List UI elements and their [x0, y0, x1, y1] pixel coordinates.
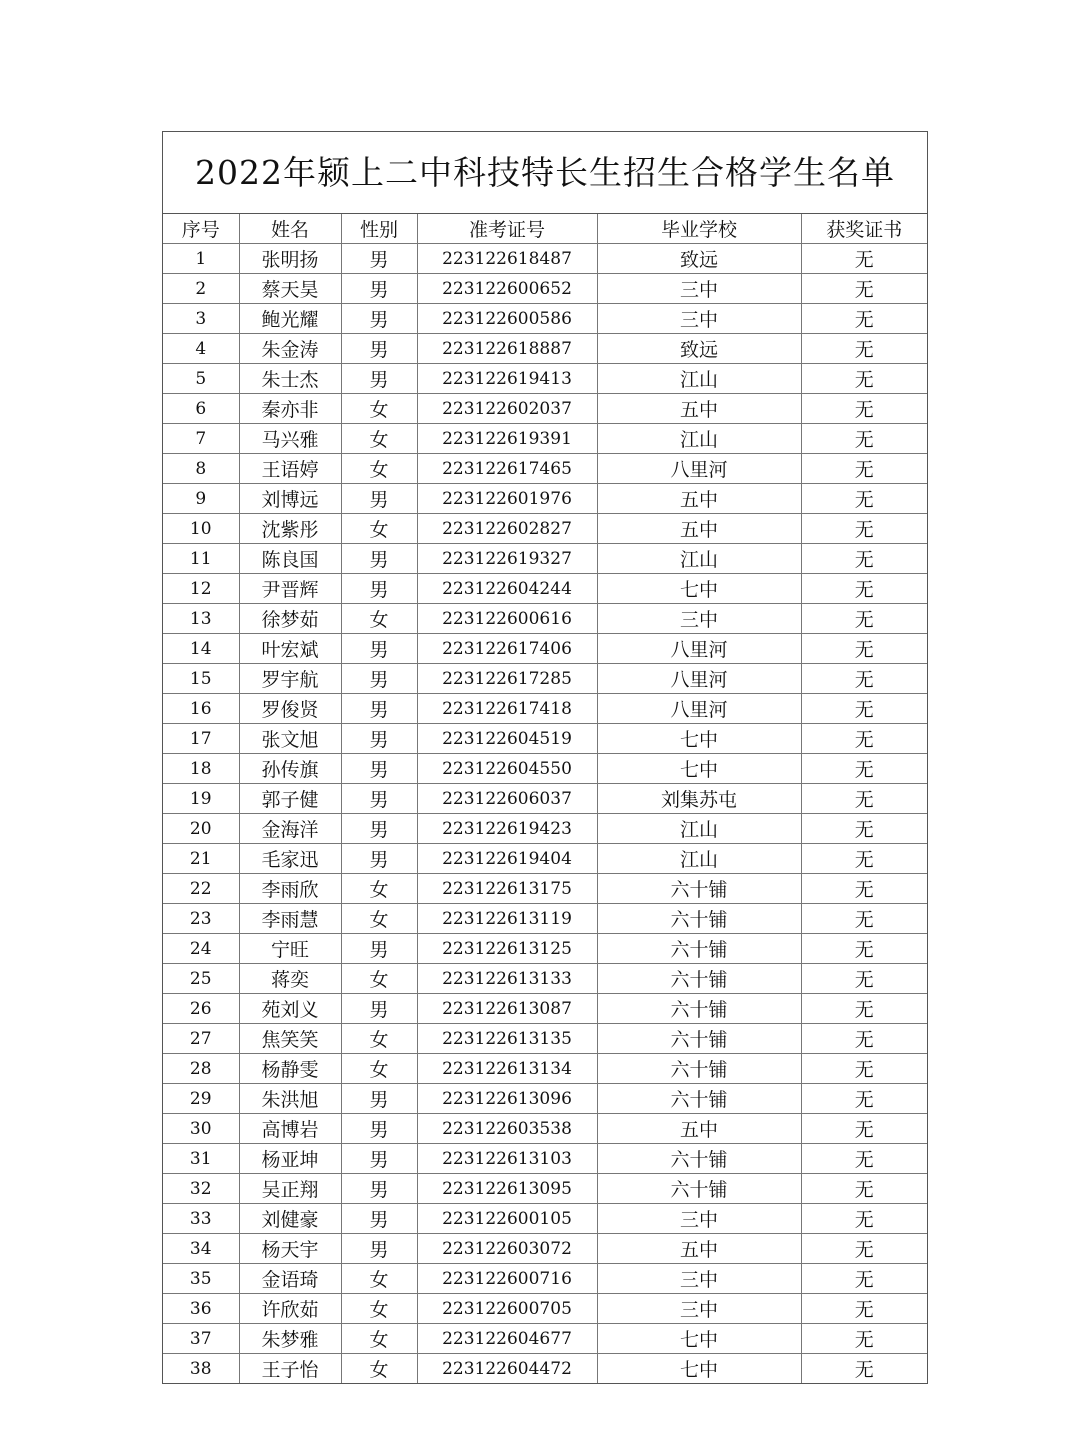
- cell-exam-number: 223122606037: [417, 784, 597, 814]
- cell-gender: 男: [341, 544, 417, 574]
- cell-name: 李雨慧: [239, 904, 341, 934]
- cell-graduation-school: 三中: [597, 1204, 801, 1234]
- cell-name: 朱士杰: [239, 364, 341, 394]
- table-row: [163, 1204, 927, 1234]
- cell-index: 4: [163, 334, 239, 364]
- cell-index: 28: [163, 1054, 239, 1084]
- cell-name: 沈紫彤: [239, 514, 341, 544]
- cell-award-certificate: 无: [801, 244, 927, 274]
- table-row: [163, 1024, 927, 1054]
- cell-award-certificate: 无: [801, 484, 927, 514]
- cell-exam-number: 223122603072: [417, 1234, 597, 1264]
- cell-gender: 男: [341, 1234, 417, 1264]
- cell-name: 焦笑笑: [239, 1024, 341, 1054]
- header-name: 姓名: [239, 214, 341, 244]
- cell-index: 8: [163, 454, 239, 484]
- cell-index: 37: [163, 1324, 239, 1354]
- cell-exam-number: 223122601976: [417, 484, 597, 514]
- cell-graduation-school: 六十铺: [597, 1054, 801, 1084]
- cell-exam-number: 223122604550: [417, 754, 597, 784]
- cell-exam-number: 223122600705: [417, 1294, 597, 1324]
- cell-name: 张文旭: [239, 724, 341, 754]
- cell-award-certificate: 无: [801, 1024, 927, 1054]
- student-list-sheet: [162, 131, 928, 1384]
- cell-graduation-school: 七中: [597, 1354, 801, 1384]
- cell-name: 张明扬: [239, 244, 341, 274]
- header-award-certificate: 获奖证书: [801, 214, 927, 244]
- table-row: [163, 274, 927, 304]
- cell-graduation-school: 江山: [597, 364, 801, 394]
- cell-exam-number: 223122602827: [417, 514, 597, 544]
- cell-award-certificate: 无: [801, 1294, 927, 1324]
- cell-name: 朱洪旭: [239, 1084, 341, 1114]
- cell-name: 吴正翔: [239, 1174, 341, 1204]
- cell-name: 朱金涛: [239, 334, 341, 364]
- cell-name: 宁旺: [239, 934, 341, 964]
- table-row: [163, 634, 927, 664]
- cell-award-certificate: 无: [801, 544, 927, 574]
- cell-award-certificate: 无: [801, 274, 927, 304]
- table-row: [163, 364, 927, 394]
- cell-name: 蒋奕: [239, 964, 341, 994]
- cell-gender: 女: [341, 904, 417, 934]
- cell-award-certificate: 无: [801, 634, 927, 664]
- cell-index: 25: [163, 964, 239, 994]
- cell-award-certificate: 无: [801, 604, 927, 634]
- cell-graduation-school: 三中: [597, 304, 801, 334]
- table-row: [163, 1144, 927, 1174]
- table-row: [163, 484, 927, 514]
- table-row: [163, 844, 927, 874]
- cell-award-certificate: 无: [801, 364, 927, 394]
- header-index: 序号: [163, 214, 239, 244]
- cell-name: 王子怡: [239, 1354, 341, 1384]
- cell-exam-number: 223122617406: [417, 634, 597, 664]
- cell-gender: 男: [341, 1144, 417, 1174]
- cell-index: 29: [163, 1084, 239, 1114]
- table-row: [163, 784, 927, 814]
- cell-award-certificate: 无: [801, 964, 927, 994]
- cell-graduation-school: 五中: [597, 484, 801, 514]
- cell-gender: 男: [341, 364, 417, 394]
- table-row: [163, 934, 927, 964]
- table-row: [163, 424, 927, 454]
- cell-index: 2: [163, 274, 239, 304]
- cell-graduation-school: 五中: [597, 1234, 801, 1264]
- table-row: [163, 694, 927, 724]
- cell-exam-number: 223122619423: [417, 814, 597, 844]
- cell-award-certificate: 无: [801, 1084, 927, 1114]
- cell-graduation-school: 六十铺: [597, 904, 801, 934]
- cell-award-certificate: 无: [801, 1234, 927, 1264]
- cell-graduation-school: 江山: [597, 814, 801, 844]
- cell-name: 金语琦: [239, 1264, 341, 1294]
- page-title: 2022年颍上二中科技特长生招生合格学生名单: [163, 132, 927, 214]
- cell-award-certificate: 无: [801, 1174, 927, 1204]
- cell-award-certificate: 无: [801, 844, 927, 874]
- header-gender: 性别: [341, 214, 417, 244]
- cell-graduation-school: 六十铺: [597, 964, 801, 994]
- cell-award-certificate: 无: [801, 424, 927, 454]
- table-row: [163, 904, 927, 934]
- cell-index: 10: [163, 514, 239, 544]
- cell-gender: 女: [341, 1294, 417, 1324]
- cell-name: 刘健豪: [239, 1204, 341, 1234]
- cell-name: 毛家迅: [239, 844, 341, 874]
- cell-index: 27: [163, 1024, 239, 1054]
- cell-index: 17: [163, 724, 239, 754]
- cell-exam-number: 223122613119: [417, 904, 597, 934]
- cell-award-certificate: 无: [801, 1144, 927, 1174]
- cell-name: 叶宏斌: [239, 634, 341, 664]
- cell-index: 26: [163, 994, 239, 1024]
- cell-name: 罗宇航: [239, 664, 341, 694]
- cell-graduation-school: 六十铺: [597, 994, 801, 1024]
- cell-index: 19: [163, 784, 239, 814]
- cell-award-certificate: 无: [801, 1054, 927, 1084]
- cell-exam-number: 223122613134: [417, 1054, 597, 1084]
- table-row: [163, 1234, 927, 1264]
- cell-graduation-school: 三中: [597, 604, 801, 634]
- cell-exam-number: 223122617285: [417, 664, 597, 694]
- cell-index: 5: [163, 364, 239, 394]
- cell-exam-number: 223122600716: [417, 1264, 597, 1294]
- table-row: [163, 304, 927, 334]
- cell-gender: 男: [341, 934, 417, 964]
- cell-exam-number: 223122613133: [417, 964, 597, 994]
- cell-name: 杨静雯: [239, 1054, 341, 1084]
- cell-graduation-school: 六十铺: [597, 934, 801, 964]
- cell-graduation-school: 致远: [597, 244, 801, 274]
- cell-exam-number: 223122613125: [417, 934, 597, 964]
- table-row: [163, 1294, 927, 1324]
- table-row: [163, 544, 927, 574]
- cell-award-certificate: 无: [801, 664, 927, 694]
- table-row: [163, 574, 927, 604]
- cell-gender: 女: [341, 874, 417, 904]
- cell-exam-number: 223122600616: [417, 604, 597, 634]
- cell-name: 杨亚坤: [239, 1144, 341, 1174]
- cell-gender: 男: [341, 844, 417, 874]
- cell-exam-number: 223122619413: [417, 364, 597, 394]
- cell-exam-number: 223122617465: [417, 454, 597, 484]
- cell-graduation-school: 江山: [597, 544, 801, 574]
- cell-index: 22: [163, 874, 239, 904]
- cell-gender: 男: [341, 994, 417, 1024]
- cell-award-certificate: 无: [801, 934, 927, 964]
- cell-gender: 女: [341, 1024, 417, 1054]
- cell-graduation-school: 五中: [597, 1114, 801, 1144]
- cell-gender: 女: [341, 424, 417, 454]
- table-row: [163, 964, 927, 994]
- cell-name: 蔡天昊: [239, 274, 341, 304]
- cell-index: 20: [163, 814, 239, 844]
- cell-gender: 男: [341, 244, 417, 274]
- cell-gender: 男: [341, 664, 417, 694]
- cell-graduation-school: 六十铺: [597, 1084, 801, 1114]
- cell-exam-number: 223122613103: [417, 1144, 597, 1174]
- cell-award-certificate: 无: [801, 334, 927, 364]
- cell-gender: 男: [341, 1114, 417, 1144]
- cell-award-certificate: 无: [801, 1264, 927, 1294]
- cell-award-certificate: 无: [801, 784, 927, 814]
- cell-name: 王语婷: [239, 454, 341, 484]
- cell-gender: 女: [341, 454, 417, 484]
- cell-exam-number: 223122618887: [417, 334, 597, 364]
- cell-exam-number: 223122619404: [417, 844, 597, 874]
- table-row: [163, 1114, 927, 1144]
- cell-name: 孙传旗: [239, 754, 341, 784]
- cell-award-certificate: 无: [801, 874, 927, 904]
- cell-index: 16: [163, 694, 239, 724]
- cell-index: 6: [163, 394, 239, 424]
- cell-gender: 男: [341, 754, 417, 784]
- cell-index: 30: [163, 1114, 239, 1144]
- cell-gender: 男: [341, 814, 417, 844]
- table-row: [163, 754, 927, 784]
- cell-index: 18: [163, 754, 239, 784]
- cell-name: 鲍光耀: [239, 304, 341, 334]
- cell-exam-number: 223122600105: [417, 1204, 597, 1234]
- cell-graduation-school: 八里河: [597, 694, 801, 724]
- cell-index: 36: [163, 1294, 239, 1324]
- cell-index: 12: [163, 574, 239, 604]
- cell-gender: 女: [341, 1264, 417, 1294]
- cell-exam-number: 223122604472: [417, 1354, 597, 1384]
- cell-graduation-school: 八里河: [597, 634, 801, 664]
- cell-name: 尹晋辉: [239, 574, 341, 604]
- cell-graduation-school: 六十铺: [597, 1024, 801, 1054]
- cell-graduation-school: 刘集苏屯: [597, 784, 801, 814]
- cell-exam-number: 223122600652: [417, 274, 597, 304]
- cell-graduation-school: 江山: [597, 424, 801, 454]
- cell-gender: 女: [341, 964, 417, 994]
- table-row: [163, 454, 927, 484]
- cell-graduation-school: 三中: [597, 1264, 801, 1294]
- table-header-row: [163, 214, 927, 244]
- cell-index: 34: [163, 1234, 239, 1264]
- cell-index: 3: [163, 304, 239, 334]
- cell-graduation-school: 三中: [597, 274, 801, 304]
- cell-award-certificate: 无: [801, 454, 927, 484]
- table-row: [163, 1324, 927, 1354]
- cell-index: 24: [163, 934, 239, 964]
- cell-name: 金海洋: [239, 814, 341, 844]
- cell-exam-number: 223122619391: [417, 424, 597, 454]
- table-row: [163, 1084, 927, 1114]
- cell-graduation-school: 七中: [597, 1324, 801, 1354]
- cell-name: 朱梦雅: [239, 1324, 341, 1354]
- cell-gender: 男: [341, 634, 417, 664]
- cell-gender: 女: [341, 394, 417, 424]
- cell-exam-number: 223122613175: [417, 874, 597, 904]
- cell-index: 14: [163, 634, 239, 664]
- cell-graduation-school: 六十铺: [597, 1174, 801, 1204]
- cell-index: 1: [163, 244, 239, 274]
- cell-graduation-school: 七中: [597, 574, 801, 604]
- cell-award-certificate: 无: [801, 994, 927, 1024]
- table-row: [163, 1264, 927, 1294]
- header-graduation-school: 毕业学校: [597, 214, 801, 244]
- cell-exam-number: 223122613087: [417, 994, 597, 1024]
- cell-graduation-school: 六十铺: [597, 1144, 801, 1174]
- cell-graduation-school: 致远: [597, 334, 801, 364]
- cell-graduation-school: 五中: [597, 514, 801, 544]
- cell-award-certificate: 无: [801, 304, 927, 334]
- cell-name: 罗俊贤: [239, 694, 341, 724]
- cell-graduation-school: 五中: [597, 394, 801, 424]
- cell-gender: 男: [341, 484, 417, 514]
- cell-graduation-school: 七中: [597, 724, 801, 754]
- student-table: [163, 214, 927, 1383]
- cell-exam-number: 223122618487: [417, 244, 597, 274]
- table-row: [163, 994, 927, 1024]
- table-row: [163, 604, 927, 634]
- cell-index: 7: [163, 424, 239, 454]
- cell-graduation-school: 六十铺: [597, 874, 801, 904]
- cell-exam-number: 223122613096: [417, 1084, 597, 1114]
- cell-index: 11: [163, 544, 239, 574]
- table-row: [163, 394, 927, 424]
- table-row: [163, 514, 927, 544]
- table-row: [163, 724, 927, 754]
- cell-award-certificate: 无: [801, 724, 927, 754]
- cell-award-certificate: 无: [801, 904, 927, 934]
- table-row: [163, 244, 927, 274]
- cell-award-certificate: 无: [801, 1204, 927, 1234]
- cell-exam-number: 223122604244: [417, 574, 597, 604]
- cell-index: 9: [163, 484, 239, 514]
- cell-name: 高博岩: [239, 1114, 341, 1144]
- cell-gender: 男: [341, 304, 417, 334]
- cell-gender: 女: [341, 1354, 417, 1384]
- cell-gender: 男: [341, 1204, 417, 1234]
- table-row: [163, 334, 927, 364]
- cell-award-certificate: 无: [801, 1324, 927, 1354]
- cell-name: 许欣茹: [239, 1294, 341, 1324]
- cell-index: 15: [163, 664, 239, 694]
- cell-gender: 男: [341, 274, 417, 304]
- cell-gender: 男: [341, 334, 417, 364]
- cell-gender: 女: [341, 514, 417, 544]
- cell-name: 杨天宇: [239, 1234, 341, 1264]
- cell-gender: 男: [341, 724, 417, 754]
- cell-award-certificate: 无: [801, 694, 927, 724]
- table-row: [163, 814, 927, 844]
- cell-graduation-school: 七中: [597, 754, 801, 784]
- cell-award-certificate: 无: [801, 1354, 927, 1384]
- table-row: [163, 664, 927, 694]
- table-row: [163, 874, 927, 904]
- cell-award-certificate: 无: [801, 574, 927, 604]
- cell-exam-number: 223122604519: [417, 724, 597, 754]
- cell-graduation-school: 八里河: [597, 664, 801, 694]
- cell-name: 郭子健: [239, 784, 341, 814]
- cell-gender: 女: [341, 1324, 417, 1354]
- cell-graduation-school: 三中: [597, 1294, 801, 1324]
- cell-exam-number: 223122603538: [417, 1114, 597, 1144]
- cell-name: 苑刘义: [239, 994, 341, 1024]
- cell-exam-number: 223122602037: [417, 394, 597, 424]
- cell-name: 李雨欣: [239, 874, 341, 904]
- cell-index: 35: [163, 1264, 239, 1294]
- cell-exam-number: 223122604677: [417, 1324, 597, 1354]
- cell-index: 32: [163, 1174, 239, 1204]
- cell-index: 33: [163, 1204, 239, 1234]
- cell-gender: 男: [341, 1174, 417, 1204]
- cell-exam-number: 223122613135: [417, 1024, 597, 1054]
- cell-gender: 女: [341, 1054, 417, 1084]
- cell-gender: 男: [341, 574, 417, 604]
- cell-gender: 男: [341, 1084, 417, 1114]
- cell-exam-number: 223122613095: [417, 1174, 597, 1204]
- cell-exam-number: 223122619327: [417, 544, 597, 574]
- cell-name: 秦亦非: [239, 394, 341, 424]
- cell-gender: 女: [341, 604, 417, 634]
- table-row: [163, 1354, 927, 1384]
- cell-index: 13: [163, 604, 239, 634]
- cell-name: 徐梦茹: [239, 604, 341, 634]
- cell-index: 31: [163, 1144, 239, 1174]
- cell-graduation-school: 江山: [597, 844, 801, 874]
- cell-graduation-school: 八里河: [597, 454, 801, 484]
- cell-name: 陈良国: [239, 544, 341, 574]
- cell-name: 刘博远: [239, 484, 341, 514]
- cell-gender: 男: [341, 784, 417, 814]
- cell-exam-number: 223122600586: [417, 304, 597, 334]
- table-row: [163, 1054, 927, 1084]
- cell-award-certificate: 无: [801, 814, 927, 844]
- cell-index: 38: [163, 1354, 239, 1384]
- header-exam-number: 准考证号: [417, 214, 597, 244]
- cell-award-certificate: 无: [801, 394, 927, 424]
- table-row: [163, 1174, 927, 1204]
- cell-name: 马兴雅: [239, 424, 341, 454]
- cell-award-certificate: 无: [801, 514, 927, 544]
- cell-index: 21: [163, 844, 239, 874]
- cell-award-certificate: 无: [801, 754, 927, 784]
- cell-index: 23: [163, 904, 239, 934]
- cell-exam-number: 223122617418: [417, 694, 597, 724]
- cell-gender: 男: [341, 694, 417, 724]
- cell-award-certificate: 无: [801, 1114, 927, 1144]
